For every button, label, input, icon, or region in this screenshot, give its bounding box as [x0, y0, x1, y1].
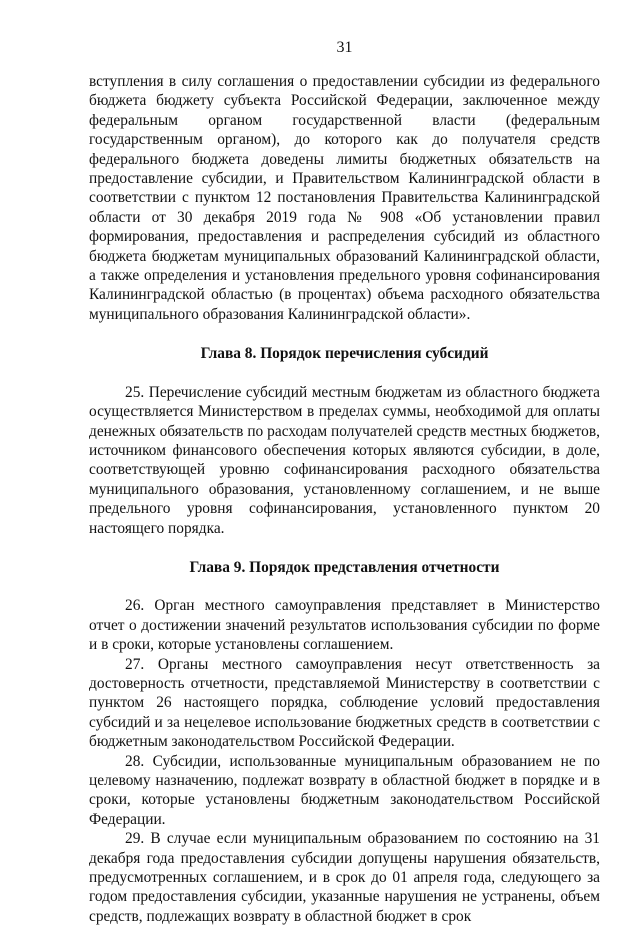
- page-number: 31: [336, 39, 353, 56]
- paragraph-27: 27. Органы местного самоуправления несут ответственность за достоверность отчетности, представляемой Министерству в соответствии с пунктом 26 настоящего порядка, соблюдение условий предоставления субсидий и за нецелевое использование бюджетных средств в соответствии с бюджетным законодательством Российской Федерации.: [89, 655, 600, 751]
- paragraph-29: 29. В случае если муниципальным образованием по состоянию на 31 декабря года предоставления субсидии допущены нарушения обязательств, предусмотренных соглашением, и в срок до 01 апреля года, следующего за годом предоставления субсидии, указанные нарушения не устранены, объем средств, подлежащих возврату в областной бюджет в срок: [89, 830, 600, 925]
- chapter-8-heading: Глава 8. Порядок перечисления субсидий: [200, 345, 489, 363]
- paragraph-28: 28. Субсидии, использованные муниципальным образованием не по целевому назначению, подлежат возврату в областной бюджет в порядке и в сроки, которые установлены бюджетным законодательством Российской Федерации.: [89, 752, 600, 828]
- paragraph-25: 25. Перечисление субсидий местным бюджетам из областного бюджета осуществляется Министерством в пределах суммы, необходимой для оплаты денежных обязательств по расходам получателей средств местных бюджетов, источником финансового обеспечения которых являются субсидии, в доле, соответствующей уровню софинансирования расходного обязательства муниципального образования, установленному соглашением, и не выше предельного уровня софинансирования, установленного пунктом 20 настоящего порядка.: [89, 383, 600, 537]
- paragraph-26: 26. Орган местного самоуправления представляет в Министерство отчет о достижении значений результатов использования субсидии по форме и в сроки, которые установлены соглашением.: [89, 597, 600, 654]
- paragraph-continued: вступления в силу соглашения о предоставлении субсидии из федерального бюджета бюджету субъекта Российской Федерации, заключенное между федеральным органом государственной власти (федеральным государственным органом), до которого как до получателя средств федерального бюджета доведены лимиты бюджетных обязательств на предоставление субсидии, и Правительством Калининградской области в соответствии с пунктом 12 постановления Правительства Калининградской области от 30 декабря 2019 года № 908 «Об установлении правил формирования, предоставления и распределения субсидий из областного бюджета бюджетам муниципальных образований Калининградской области, а также определения и установления предельного уровня софинансирования Калининградской областью (в процентах) объема расходного обязательства муниципального образования Калининградской области».: [89, 73, 600, 323]
- chapter-9-heading: Глава 9. Порядок представления отчетности: [189, 558, 500, 576]
